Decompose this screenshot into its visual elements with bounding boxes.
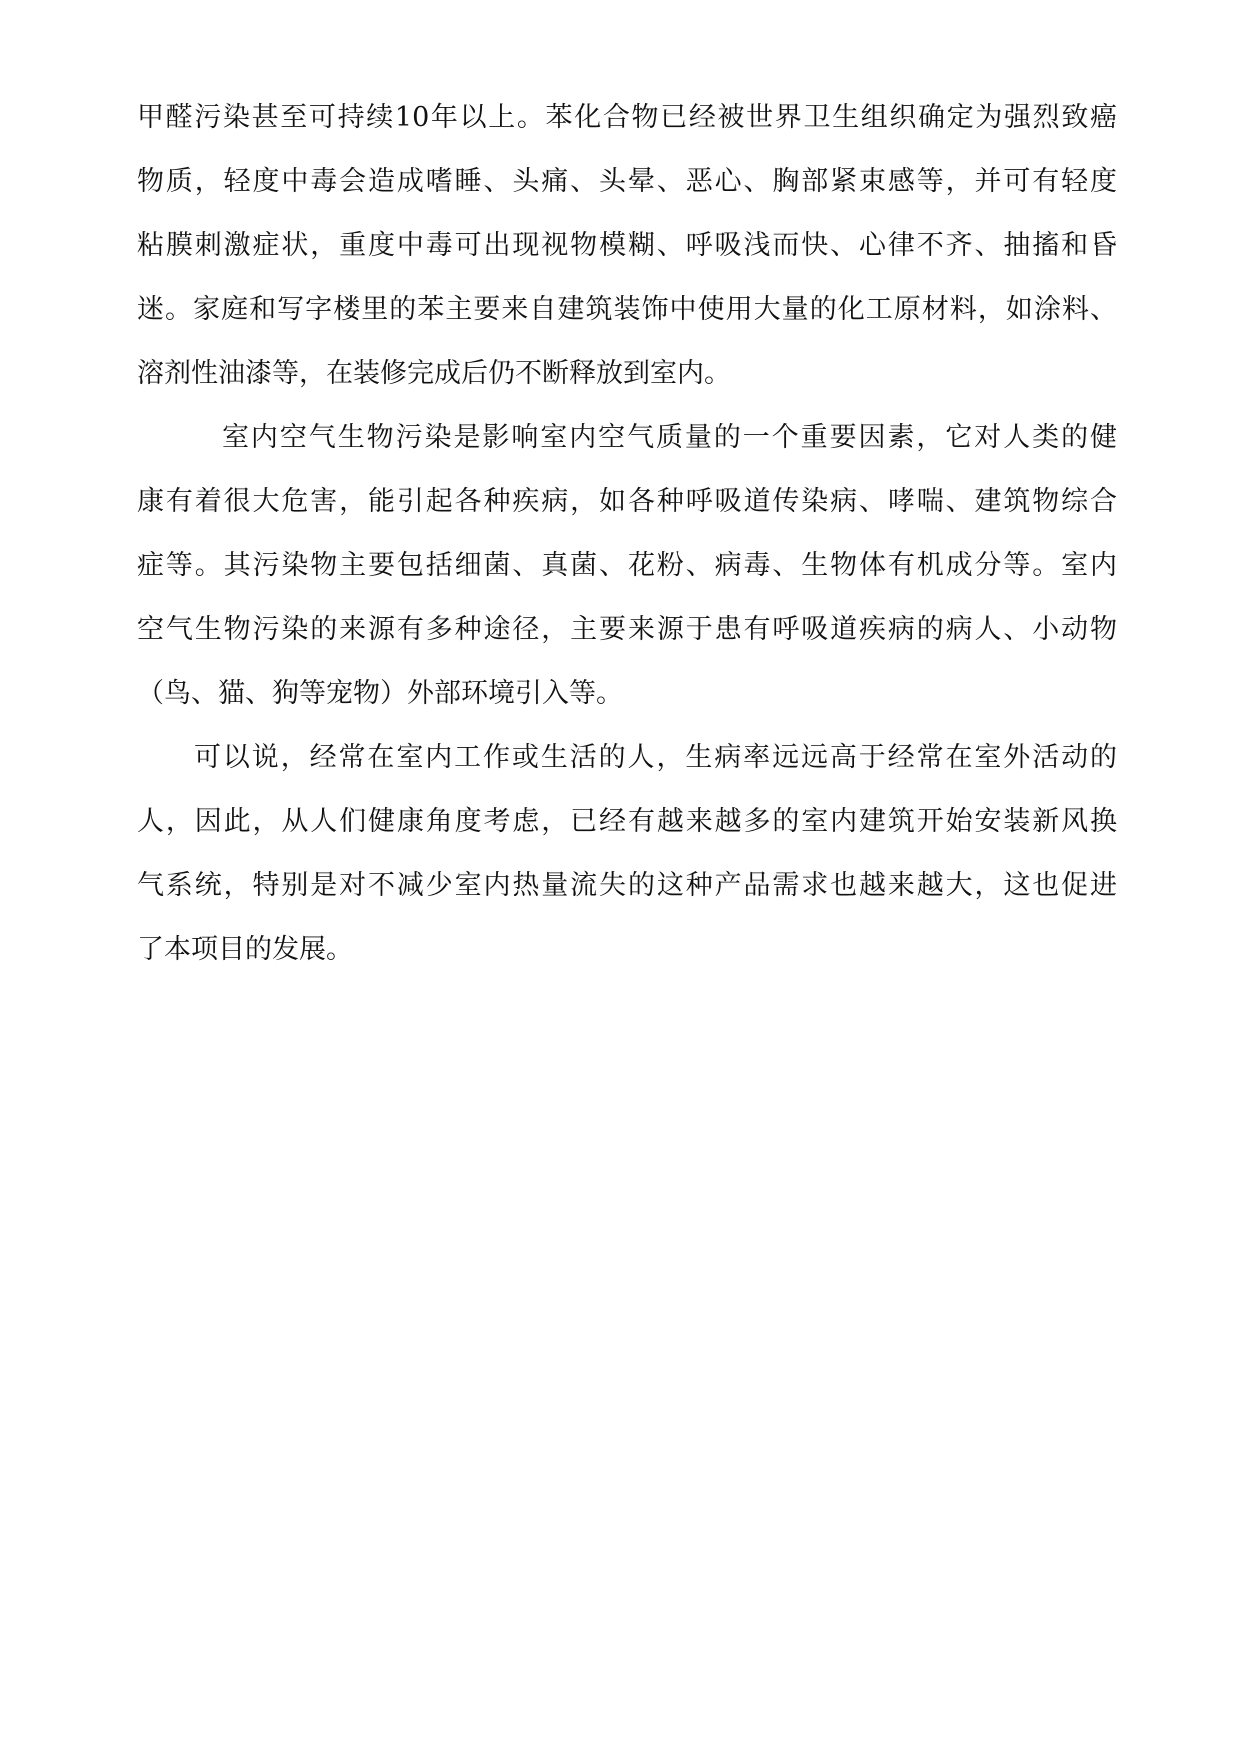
text-line: 可以说，经常在室内工作或生活的人，生病率远远高于经常在室外活动的	[194, 742, 1117, 773]
paragraph-benzene	[137, 86, 1117, 406]
paragraph-conclusion	[137, 726, 1117, 982]
text-line: 物质，轻度中毒会造成嗜睡、头痛、头晕、恶心、胸部紧束感等，并可有轻度	[137, 166, 1117, 197]
text-line: 迷。家庭和写字楼里的苯主要来自建筑装饰中使用大量的化工原材料，如涂料、	[137, 294, 1117, 325]
text-line: 粘膜刺激症状，重度中毒可出现视物模糊、呼吸浅而快、心律不齐、抽搐和昏	[137, 230, 1117, 261]
text-line: 甲醛污染甚至可持续10年以上。苯化合物已经被世界卫生组织确定为强烈致癌	[137, 102, 1117, 133]
text-line: 人，因此，从人们健康角度考虑，已经有越来越多的室内建筑开始安装新风换	[137, 806, 1117, 837]
text-line: 空气生物污染的来源有多种途径，主要来源于患有呼吸道疾病的病人、小动物	[137, 614, 1117, 645]
text-line: 康有着很大危害，能引起各种疾病，如各种呼吸道传染病、哮喘、建筑物综合	[137, 486, 1117, 517]
body-text	[137, 86, 1117, 982]
text-line: 溶剂性油漆等，在装修完成后仍不断释放到室内。	[137, 358, 731, 389]
text-line: 了本项目的发展。	[137, 934, 353, 965]
paragraph-biological-pollution	[137, 406, 1117, 726]
text-line: 气系统，特别是对不减少室内热量流失的这种产品需求也越来越大，这也促进	[137, 870, 1117, 901]
text-line: （鸟、猫、狗等宠物）外部环境引入等。	[137, 678, 623, 709]
text-line: 症等。其污染物主要包括细菌、真菌、花粉、病毒、生物体有机成分等。室内	[137, 550, 1117, 581]
text-line: 室内空气生物污染是影响室内空气质量的一个重要因素，它对人类的健	[222, 422, 1117, 453]
